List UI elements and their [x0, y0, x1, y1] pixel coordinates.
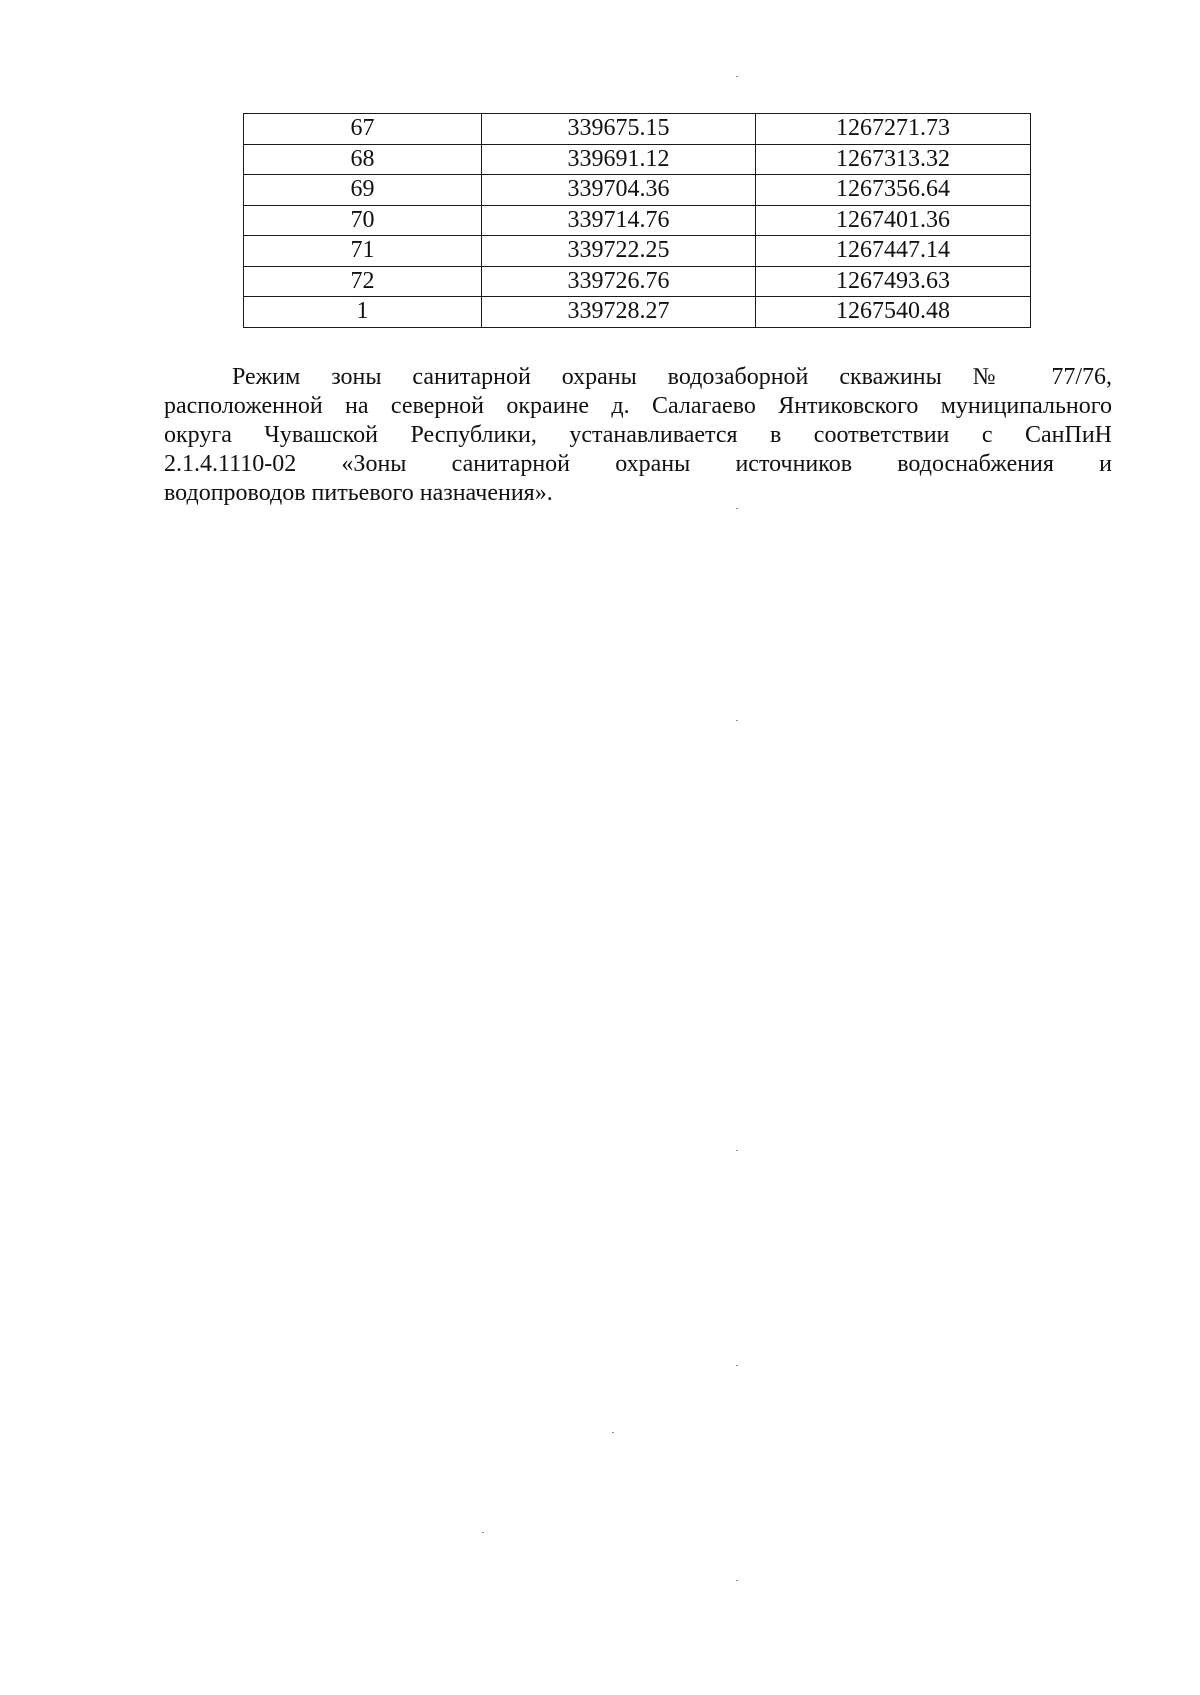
scan-speck	[736, 1580, 738, 1581]
y-coordinate-cell: 1267447.14	[756, 236, 1031, 267]
x-coordinate-cell: 339675.15	[482, 114, 756, 145]
point-number-cell: 72	[244, 266, 482, 297]
paragraph-line: 2.1.4.1110-02 «Зоны санитарной охраны источников водоснабжения и	[164, 451, 1112, 477]
table-row	[244, 114, 1031, 145]
y-coordinate-cell: 1267313.32	[756, 144, 1031, 175]
x-coordinate-cell: 339691.12	[482, 144, 756, 175]
coordinates-table	[243, 113, 1031, 328]
y-coordinate-cell: 1267401.36	[756, 205, 1031, 236]
scan-speck	[736, 1365, 738, 1366]
table-row	[244, 205, 1031, 236]
point-number-cell: 70	[244, 205, 482, 236]
y-coordinate-cell: 1267540.48	[756, 297, 1031, 328]
point-number-cell: 1	[244, 297, 482, 328]
scan-speck	[612, 1432, 614, 1433]
sanitary-zone-regime-paragraph	[164, 363, 1112, 508]
scan-speck	[736, 1150, 738, 1151]
x-coordinate-cell: 339704.36	[482, 175, 756, 206]
y-coordinate-cell: 1267271.73	[756, 114, 1031, 145]
point-number-cell: 71	[244, 236, 482, 267]
x-coordinate-cell: 339714.76	[482, 205, 756, 236]
table-row	[244, 297, 1031, 328]
paragraph-line: расположенной на северной окраине д. Салагаево Янтиковского муниципального	[164, 393, 1112, 419]
x-coordinate-cell: 339728.27	[482, 297, 756, 328]
point-number-cell: 68	[244, 144, 482, 175]
point-number-cell: 69	[244, 175, 482, 206]
x-coordinate-cell: 339722.25	[482, 236, 756, 267]
paragraph-line: округа Чувашской Республики, устанавливается в соответствии с СанПиН	[164, 422, 1112, 448]
table-row	[244, 144, 1031, 175]
scan-speck	[736, 76, 738, 77]
point-number-cell: 67	[244, 114, 482, 145]
paragraph-line: водопроводов питьевого назначения».	[164, 480, 553, 506]
table-row	[244, 236, 1031, 267]
x-coordinate-cell: 339726.76	[482, 266, 756, 297]
table-row	[244, 266, 1031, 297]
scan-speck	[736, 508, 738, 509]
y-coordinate-cell: 1267356.64	[756, 175, 1031, 206]
scan-speck	[482, 1532, 484, 1533]
scan-speck	[736, 720, 738, 721]
y-coordinate-cell: 1267493.63	[756, 266, 1031, 297]
paragraph-line: Режим зоны санитарной охраны водозаборной скважины № 77/76,	[232, 364, 1112, 390]
table-row	[244, 175, 1031, 206]
